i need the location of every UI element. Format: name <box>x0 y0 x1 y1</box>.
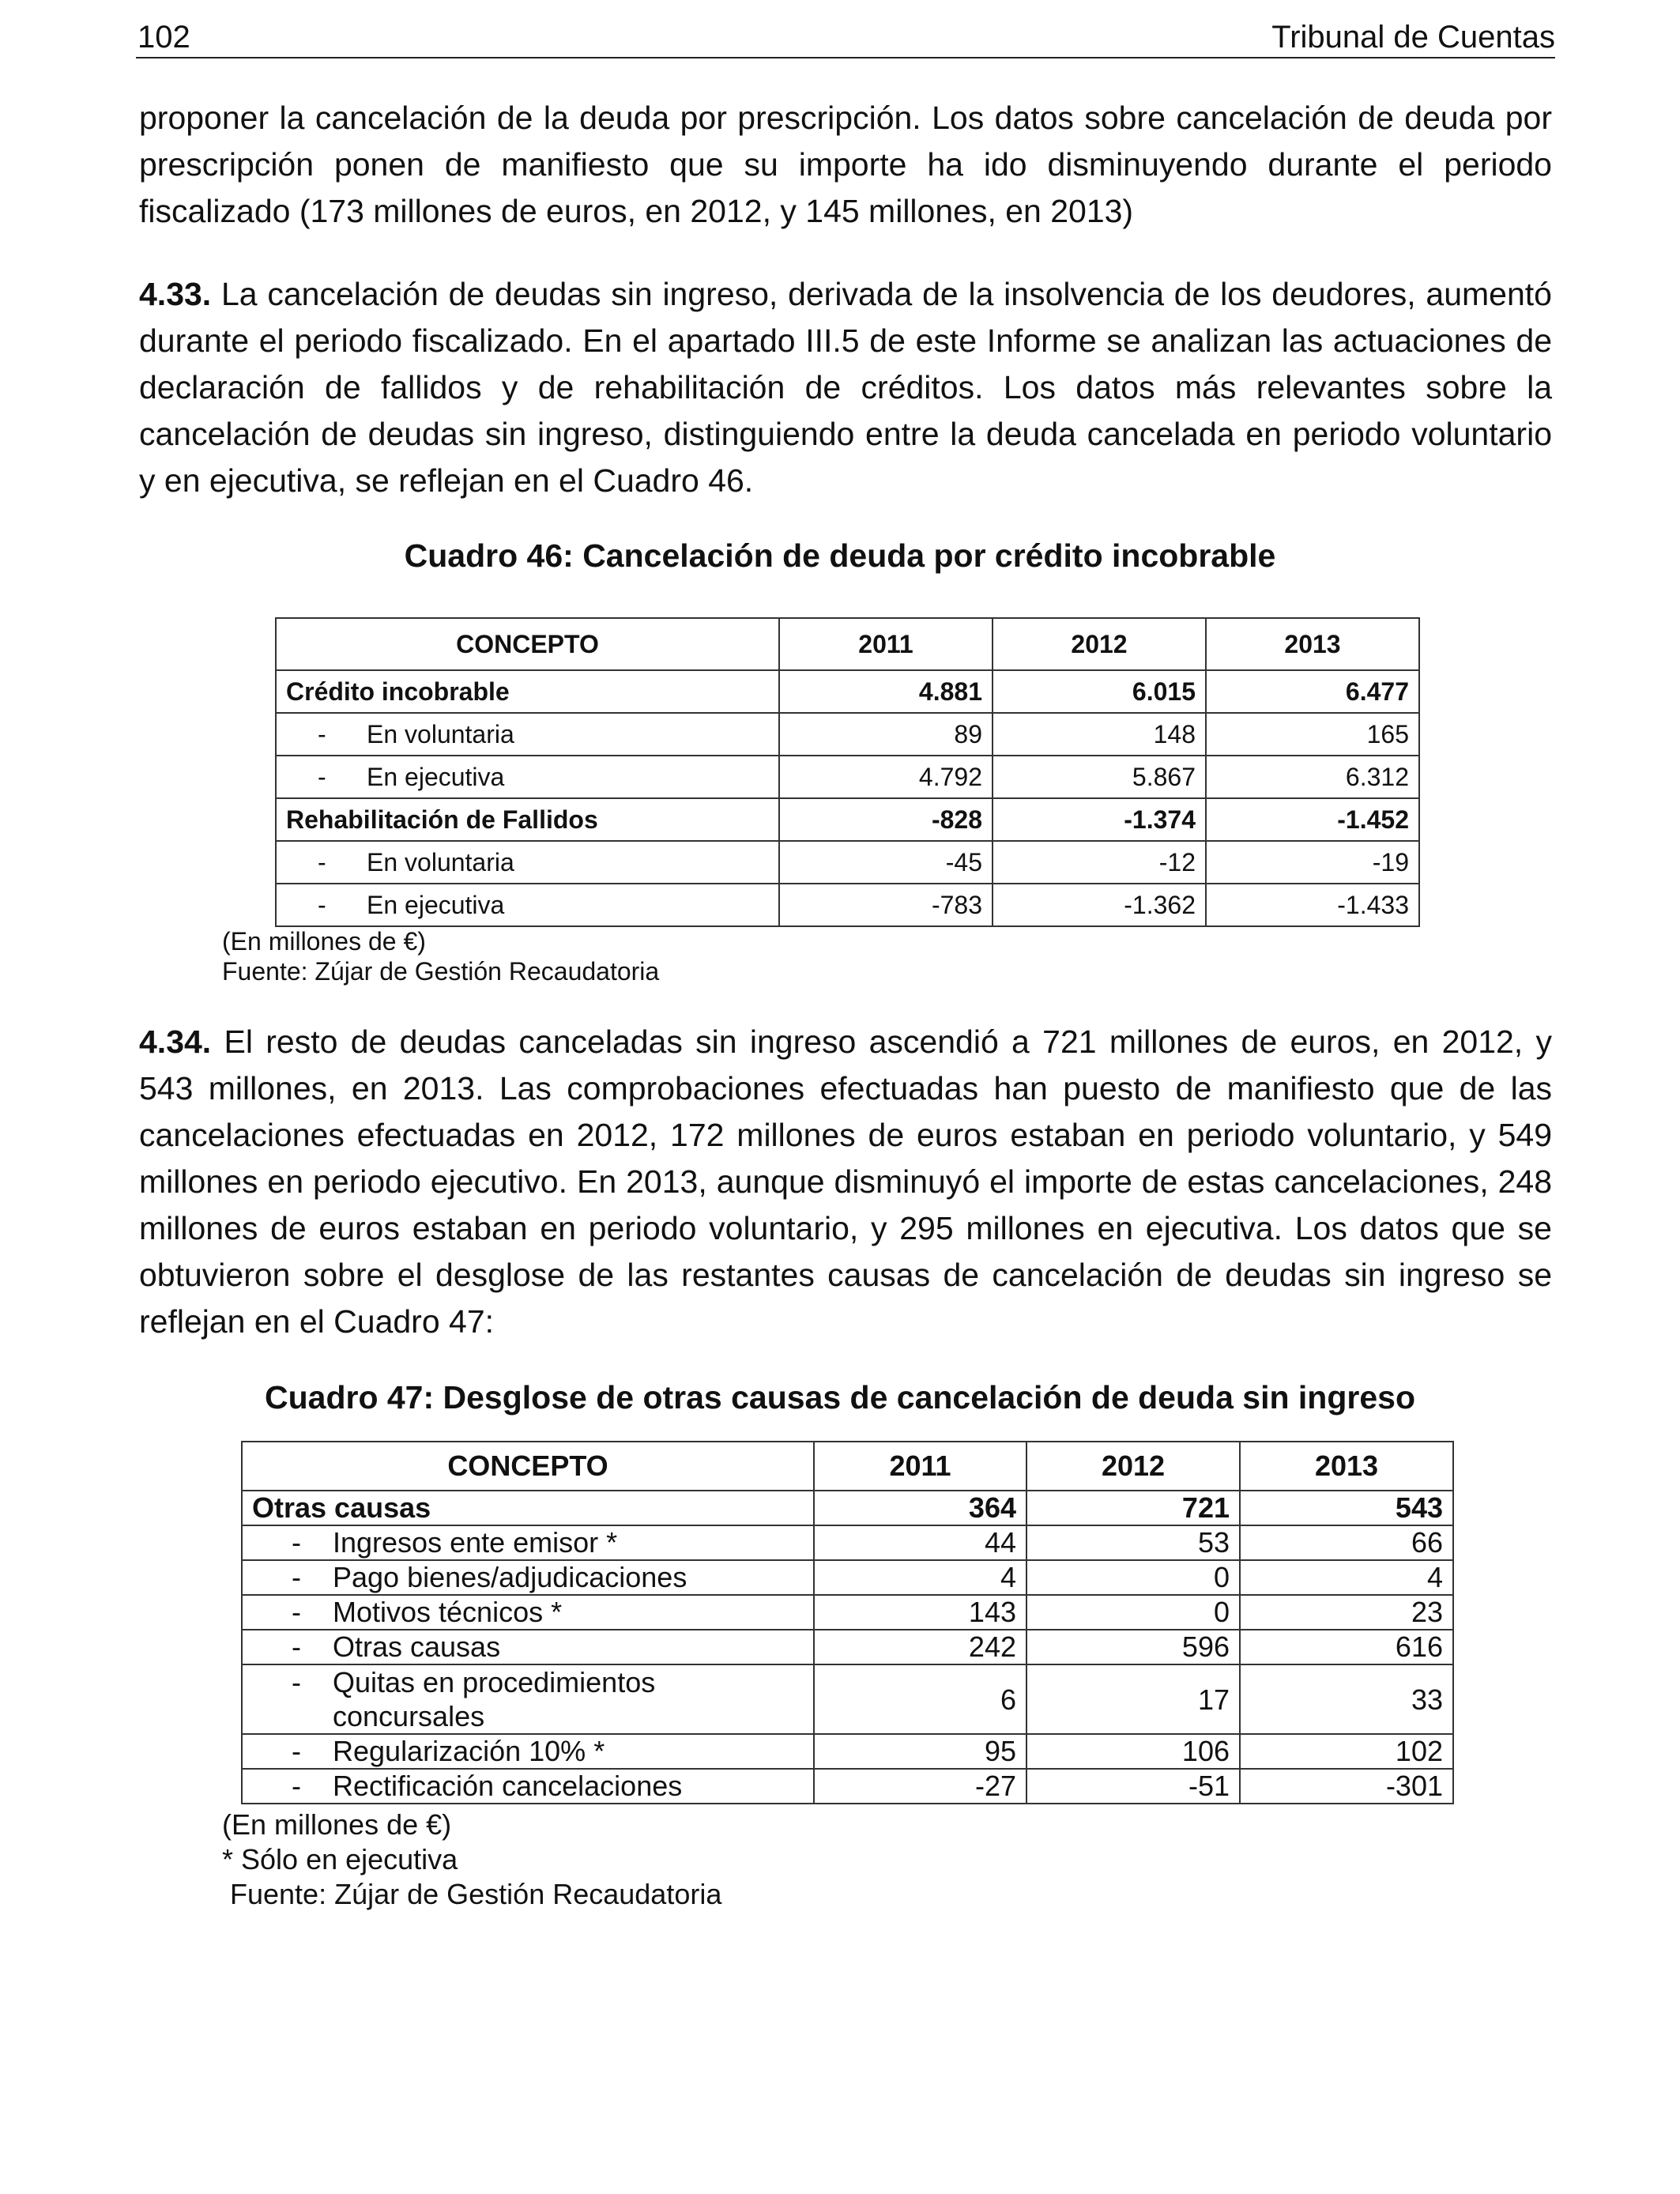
cell-2013: -301 <box>1240 1769 1453 1804</box>
page-header <box>136 17 1555 58</box>
cuadro-47-title: Cuadro 47: Desglose de otras causas de cancelación de deuda sin ingreso <box>264 1379 1415 1416</box>
row-label: Otras causas <box>242 1491 814 1525</box>
paragraph-number: 4.34. <box>139 1023 212 1060</box>
cell-2012: 5.867 <box>993 756 1206 798</box>
cell-2013: 23 <box>1240 1595 1453 1630</box>
cell-2013: -1.433 <box>1206 884 1419 926</box>
cell-2012: 53 <box>1026 1525 1240 1560</box>
cuadro-46-table <box>275 617 1420 927</box>
cell-2011: -828 <box>779 798 993 841</box>
cell-2011: 143 <box>814 1595 1026 1630</box>
cell-2012: -12 <box>993 841 1206 884</box>
cell-2011: -27 <box>814 1769 1026 1804</box>
row-label: - Regularización 10% * <box>242 1734 814 1769</box>
row-label: Rehabilitación de Fallidos <box>276 798 779 841</box>
cuadro-46-title: Cuadro 46: Cancelación de deuda por crédito incobrable <box>404 537 1276 574</box>
page-number: 102 <box>137 20 190 55</box>
cell-2012: 17 <box>1026 1664 1240 1734</box>
paragraph-text: La cancelación de deudas sin ingreso, derivada de la insolvencia de los deudores, aumentó durante el periodo fiscalizado. En el apartado III.5 de este Informe se analizan las actuaciones de declaración de fallidos y de rehabilitación de créditos. Los datos más relevantes sobre la cancelación de deudas sin ingreso, distinguiendo entre la deuda cancelada en periodo voluntario y en ejecutiva, se reflejan en el Cuadro 46. <box>139 276 1552 499</box>
row-label: - Otras causas <box>242 1630 814 1664</box>
cell-2013: 543 <box>1240 1491 1453 1525</box>
table-header-row <box>242 1442 1453 1491</box>
cell-2011: 364 <box>814 1491 1026 1525</box>
column-header-2011: 2011 <box>814 1442 1026 1491</box>
table-row <box>276 884 1419 926</box>
cell-2013: 6.312 <box>1206 756 1419 798</box>
paragraph-4-33 <box>139 271 1552 504</box>
table-row <box>242 1734 1453 1769</box>
cuadro-47-source: Fuente: Zújar de Gestión Recaudatoria <box>230 1878 722 1910</box>
cell-2011: 4.792 <box>779 756 993 798</box>
cell-2012: 596 <box>1026 1630 1240 1664</box>
table-header-row <box>276 618 1419 670</box>
cell-2013: -1.452 <box>1206 798 1419 841</box>
paragraph-text: El resto de deudas canceladas sin ingreso ascendió a 721 millones de euros, en 2012, y 543 millones, en 2013. Las comprobaciones efectuadas han puesto de manifiesto que de las cancelaciones efectuadas en 2012, 172 millones de euros estaban en periodo voluntario, y 549 millones en periodo ejecutivo. En 2013, aunque disminuyó el importe de estas cancelaciones, 248 millones de euros estaban en periodo voluntario, y 295 millones en ejecutiva. Los datos que se obtuvieron sobre el desglose de las restantes causas de cancelación de deudas sin ingreso se reflejan en el Cuadro 47: <box>139 1023 1552 1340</box>
column-header-concepto: CONCEPTO <box>276 618 779 670</box>
cell-2011: 89 <box>779 713 993 756</box>
table-row <box>242 1491 1453 1525</box>
row-label: - Rectificación cancelaciones <box>242 1769 814 1804</box>
paragraph-number: 4.33. <box>139 276 212 312</box>
column-header-2011: 2011 <box>779 618 993 670</box>
cell-2011: 44 <box>814 1525 1026 1560</box>
column-header-2012: 2012 <box>993 618 1206 670</box>
cell-2013: 33 <box>1240 1664 1453 1734</box>
cell-2013: 165 <box>1206 713 1419 756</box>
row-label: - En ejecutiva <box>276 756 779 798</box>
cuadro-47-unit-note: (En millones de €) <box>222 1808 452 1841</box>
cell-2013: 66 <box>1240 1525 1453 1560</box>
cell-2011: 6 <box>814 1664 1026 1734</box>
cell-2011: 95 <box>814 1734 1026 1769</box>
row-label: - Ingresos ente emisor * <box>242 1525 814 1560</box>
cell-2012: 106 <box>1026 1734 1240 1769</box>
column-header-2012: 2012 <box>1026 1442 1240 1491</box>
row-label: - Quitas en procedimientos concursales <box>242 1664 814 1734</box>
table-row <box>276 756 1419 798</box>
cell-2012: 0 <box>1026 1560 1240 1595</box>
table-row <box>276 841 1419 884</box>
cell-2012: 6.015 <box>993 670 1206 713</box>
cell-2012: -51 <box>1026 1769 1240 1804</box>
row-label: - En voluntaria <box>276 841 779 884</box>
column-header-2013: 2013 <box>1206 618 1419 670</box>
cuadro-47-footnote: * Sólo en ejecutiva <box>222 1843 458 1875</box>
cell-2011: 4.881 <box>779 670 993 713</box>
paragraph-4-34 <box>139 1019 1552 1345</box>
cell-2011: -783 <box>779 884 993 926</box>
table-row <box>242 1664 1453 1734</box>
table-row <box>242 1560 1453 1595</box>
table-row <box>242 1595 1453 1630</box>
row-label: - En voluntaria <box>276 713 779 756</box>
cell-2012: -1.374 <box>993 798 1206 841</box>
cell-2013: 4 <box>1240 1560 1453 1595</box>
cell-2013: 6.477 <box>1206 670 1419 713</box>
cell-2011: -45 <box>779 841 993 884</box>
cell-2012: -1.362 <box>993 884 1206 926</box>
table-row <box>242 1525 1453 1560</box>
row-label: - Motivos técnicos * <box>242 1595 814 1630</box>
cell-2011: 4 <box>814 1560 1026 1595</box>
cuadro-46-unit-note: (En millones de €) <box>222 927 426 956</box>
cell-2013: 616 <box>1240 1630 1453 1664</box>
cell-2012: 721 <box>1026 1491 1240 1525</box>
cell-2012: 0 <box>1026 1595 1240 1630</box>
row-label: - Pago bienes/adjudicaciones <box>242 1560 814 1595</box>
cell-2013: 102 <box>1240 1734 1453 1769</box>
table-row <box>276 713 1419 756</box>
cell-2011: 242 <box>814 1630 1026 1664</box>
column-header-concepto: CONCEPTO <box>242 1442 814 1491</box>
cuadro-46-source: Fuente: Zújar de Gestión Recaudatoria <box>222 957 660 986</box>
row-label: - En ejecutiva <box>276 884 779 926</box>
cell-2012: 148 <box>993 713 1206 756</box>
row-label: Crédito incobrable <box>276 670 779 713</box>
cuadro-47-table <box>241 1441 1454 1804</box>
table-row <box>276 670 1419 713</box>
table-row <box>242 1769 1453 1804</box>
paragraph-prescripcion: proponer la cancelación de la deuda por prescripción. Los datos sobre cancelación de deuda por prescripción ponen de manifiesto que su importe ha ido disminuyendo durante el periodo fiscalizado (173 millones de euros, en 2012, y 145 millones, en 2013) <box>139 100 1552 229</box>
column-header-2013: 2013 <box>1240 1442 1453 1491</box>
table-row <box>242 1630 1453 1664</box>
cell-2013: -19 <box>1206 841 1419 884</box>
header-organization: Tribunal de Cuentas <box>1271 20 1555 55</box>
table-row <box>276 798 1419 841</box>
